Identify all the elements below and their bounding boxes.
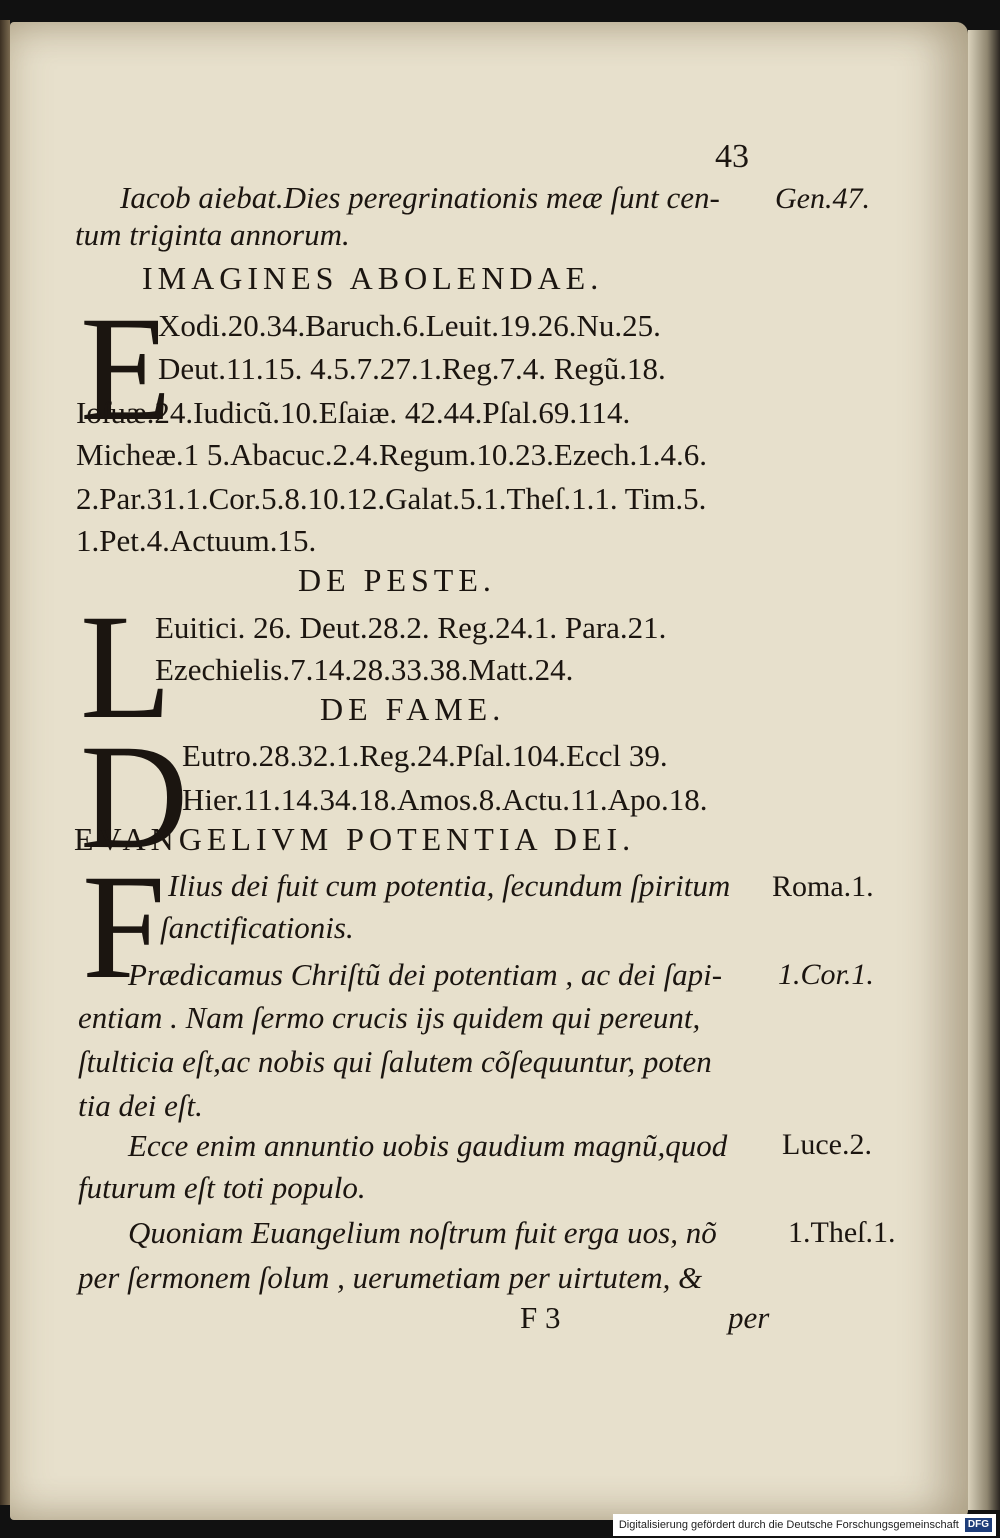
- catchword: per: [728, 1300, 770, 1335]
- dfg-logo: DFG: [965, 1518, 992, 1532]
- text-line-13: Ilius dei fuit cum potentia, ſecundum ſpiritum: [168, 868, 731, 903]
- marginal-note-roma: Roma.1.: [772, 870, 874, 903]
- text-line-17: ſtulticia eſt,ac nobis qui ſalutem cõſequuntur, poten: [78, 1044, 712, 1079]
- text-line-22: per ſermonem ſolum , uerumetiam per uirtutem, &: [78, 1260, 703, 1295]
- signature-mark: F 3: [520, 1300, 561, 1335]
- heading-de-fame: DE FAME.: [320, 691, 506, 727]
- text-line-1: Iacob aiebat.Dies peregrinationis meæ ſunt cen-: [120, 180, 720, 215]
- text-line-19: Ecce enim annuntio uobis gaudium magnũ,quod: [128, 1128, 728, 1163]
- text-line-11: Eutro.28.32.1.Reg.24.Pſal.104.Eccl 39.: [182, 738, 668, 773]
- text-line-5: Ioſuæ.24.Iudicũ.10.Eſaiæ. 42.44.Pſal.69.114.: [76, 395, 631, 430]
- marginal-note-gen: Gen.47.: [775, 182, 870, 215]
- drop-cap-f: F: [82, 844, 166, 1010]
- text-line-21: Quoniam Euangelium noſtrum fuit erga uos, nõ: [128, 1215, 717, 1250]
- text-line-12: Hier.11.14.34.18.Amos.8.Actu.11.Apo.18.: [182, 782, 708, 817]
- text-line-7: 2.Par.31.1.Cor.5.8.10.12.Galat.5.1.Theſ.1.1. Tim.5.: [76, 481, 707, 516]
- marginal-note-luce: Luce.2.: [782, 1128, 872, 1161]
- drop-cap-e: E: [80, 286, 172, 452]
- book-page: [10, 22, 968, 1520]
- marginal-note-thes: 1.Theſ.1.: [788, 1216, 896, 1249]
- text-line-6: Micheæ.1 5.Abacuc.2.4.Regum.10.23.Ezech.1.4.6.: [76, 437, 708, 472]
- text-line-2: tum triginta annorum.: [75, 217, 350, 252]
- page-number: 43: [715, 138, 749, 175]
- text-line-9: Euitici. 26. Deut.28.2. Reg.24.1. Para.21.: [155, 610, 667, 645]
- drop-cap-d: D: [80, 714, 189, 880]
- marginal-note-cor: 1.Cor.1.: [778, 958, 874, 991]
- credit-text: Digitalisierung gefördert durch die Deutsche Forschungsgemeinschaft: [618, 1519, 959, 1531]
- heading-evangelium: EVANGELIVM POTENTIA DEI.: [74, 821, 636, 857]
- text-line-10: Ezechielis.7.14.28.33.38.Matt.24.: [155, 652, 574, 687]
- heading-de-peste: DE PESTE.: [298, 562, 496, 598]
- text-line-4: Deut.11.15. 4.5.7.27.1.Reg.7.4. Regũ.18.: [158, 351, 666, 386]
- text-line-20: futurum eſt toti populo.: [78, 1170, 366, 1205]
- text-line-18: tia dei eſt.: [78, 1088, 203, 1123]
- digitization-credit: [613, 1514, 996, 1536]
- book-spine-edge: [0, 20, 10, 1505]
- heading-imagines: IMAGINES ABOLENDAE.: [142, 260, 604, 296]
- text-line-8: 1.Pet.4.Actuum.15.: [76, 523, 317, 558]
- text-line-3: Xodi.20.34.Baruch.6.Leuit.19.26.Nu.25.: [158, 308, 661, 343]
- drop-cap-l: L: [80, 584, 172, 750]
- page-fore-edge: [968, 30, 1000, 1510]
- text-line-16: entiam . Nam ſermo crucis ijs quidem qui pereunt,: [78, 1000, 701, 1035]
- text-line-15: Prædicamus Chriſtũ dei potentiam , ac dei ſapi-: [128, 957, 723, 992]
- text-line-14: ſanctificationis.: [160, 910, 354, 945]
